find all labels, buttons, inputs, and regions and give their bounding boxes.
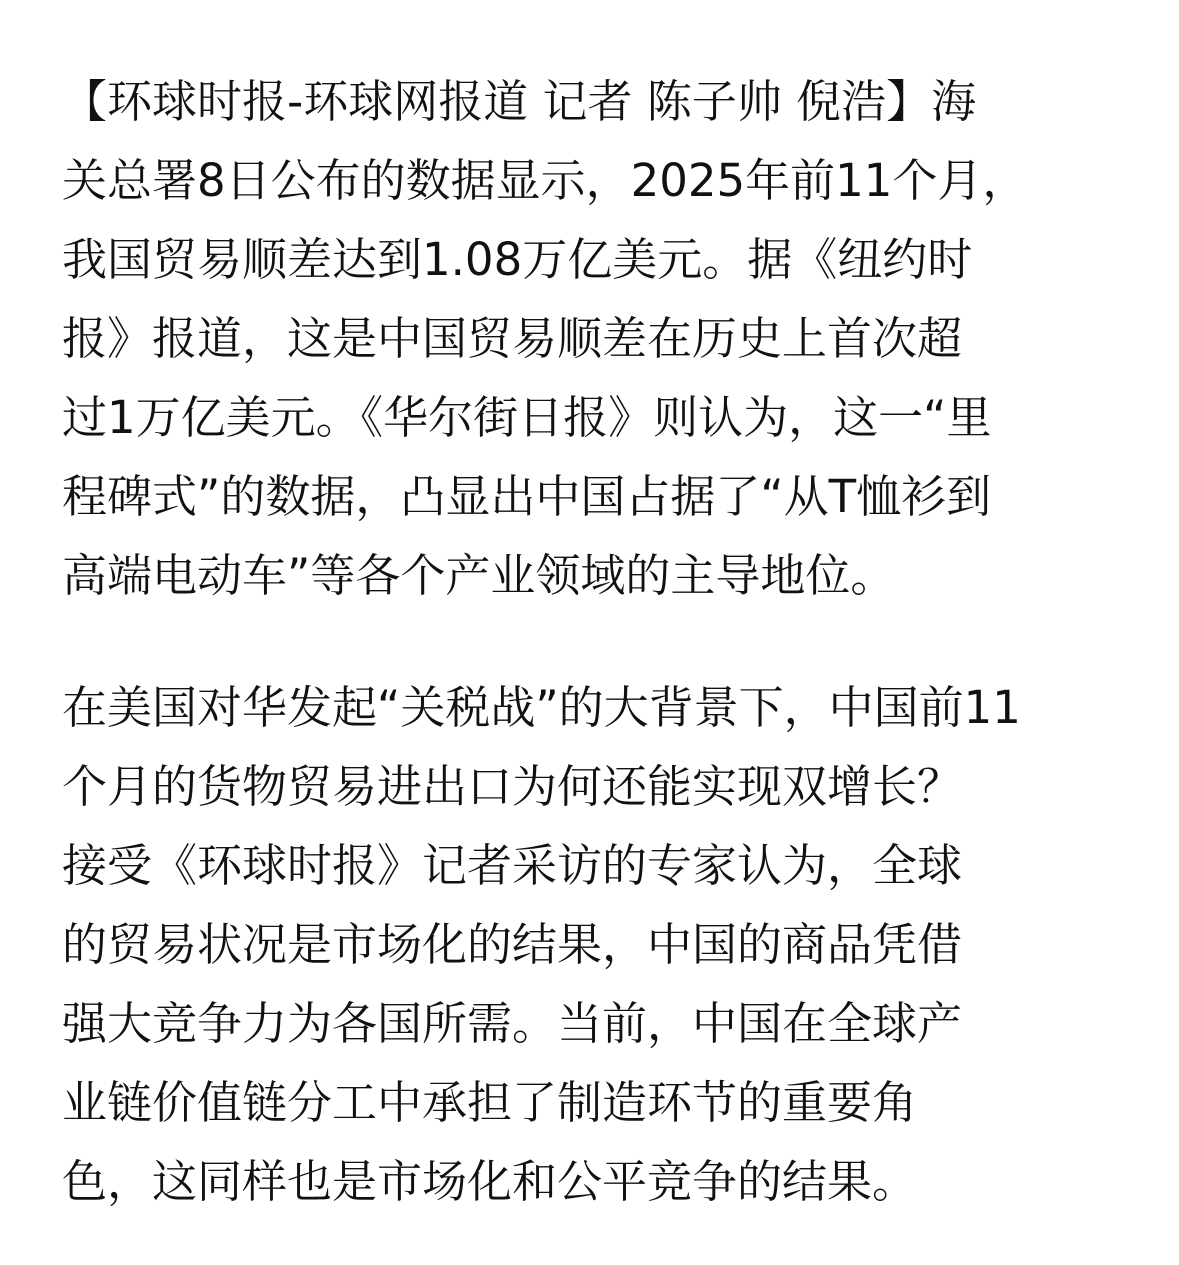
- text-line: 业链价值链分工中承担了制造环节的重要角: [62, 1076, 918, 1129]
- text-line: 在美国对华发起“关税战”的大背景下，中国前11: [62, 681, 1021, 734]
- paragraph-spacer: [62, 615, 1142, 668]
- text-line: 我国贸易顺差达到1.08万亿美元。据《纽约时: [62, 233, 973, 286]
- text-line: 过1万亿美元。《华尔街日报》则认为，这一“里: [62, 391, 992, 444]
- text-line: 色，这同样也是市场化和公平竞争的结果。: [62, 1155, 918, 1208]
- text-line: 程碑式”的数据，凸显出中国占据了“从T恤衫到: [62, 470, 992, 523]
- text-line: 关总署8日公布的数据显示，2025年前11个月，: [62, 154, 1028, 207]
- text-line: 【环球时报-环球网报道 记者 陈子帅 倪浩】海: [62, 75, 977, 128]
- text-line: 报》报道，这是中国贸易顺差在历史上首次超: [62, 312, 963, 365]
- paragraph-1: [62, 62, 1142, 615]
- text-line: 高端电动车”等各个产业领域的主导地位。: [62, 549, 896, 602]
- text-line: 的贸易状况是市场化的结果，中国的商品凭借: [62, 918, 963, 971]
- text-line: 强大竞争力为各国所需。当前，中国在全球产: [62, 997, 963, 1050]
- article-body: [62, 62, 1142, 1221]
- text-line: 个月的货物贸易进出口为何还能实现双增长？: [62, 760, 963, 813]
- paragraph-2: [62, 668, 1142, 1221]
- text-line: 接受《环球时报》记者采访的专家认为，全球: [62, 839, 963, 892]
